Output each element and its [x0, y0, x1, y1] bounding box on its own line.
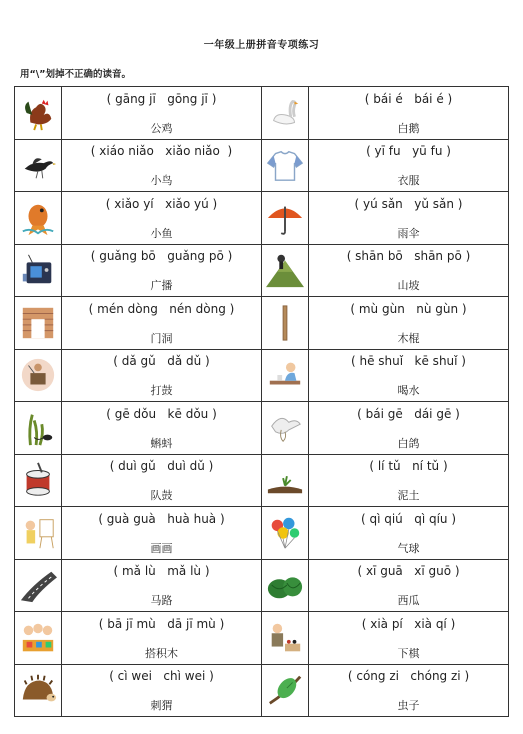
chinese-word: 气球	[397, 541, 420, 555]
pinyin-options[interactable]: ( yú sǎn yǔ sǎn )	[354, 196, 463, 211]
pinyin-options[interactable]: ( lí tǔ ní tǔ )	[369, 459, 448, 474]
chinese-word: 虫子	[397, 699, 420, 713]
exercise-row	[15, 244, 509, 297]
picture-cell	[262, 402, 309, 455]
chinese-word: 搭积木	[145, 646, 178, 660]
pinyin-options[interactable]: ( bái é bái é )	[364, 91, 453, 106]
road-icon	[19, 575, 57, 594]
balloons-icon	[266, 522, 304, 541]
picture-cell	[262, 349, 309, 402]
chinese-word: 喝水	[397, 384, 420, 398]
chinese-word: 下棋	[397, 646, 420, 660]
pinyin-options[interactable]: ( qì qiú qì qíu )	[360, 511, 457, 526]
answer-cell[interactable]	[309, 612, 509, 665]
pinyin-options[interactable]: ( bái gē dái gē )	[357, 406, 460, 421]
pinyin-options[interactable]: ( hē shuǐ kē shuǐ )	[351, 354, 466, 369]
pinyin-options[interactable]: ( xiǎo yí xiǎo yú )	[105, 196, 218, 211]
picture-cell	[15, 559, 62, 612]
chinese-word: 门洞	[150, 331, 173, 345]
picture-cell	[262, 297, 309, 350]
hedgehog-icon	[19, 680, 57, 699]
answer-cell[interactable]	[62, 139, 262, 192]
exercise-row	[15, 559, 509, 612]
answer-cell[interactable]	[62, 664, 262, 717]
answer-cell[interactable]	[62, 87, 262, 140]
pinyin-options[interactable]: ( guà guà huà huà )	[98, 511, 225, 526]
exercise-row	[15, 507, 509, 560]
pinyin-options[interactable]: ( gē dǒu kē dǒu )	[106, 406, 217, 421]
picture-cell	[262, 507, 309, 560]
page-title: 一年级上册拼音专项练习	[203, 40, 320, 51]
chinese-word: 泥土	[397, 489, 420, 503]
pinyin-options[interactable]: ( mǎ lù mǎ lù )	[113, 564, 210, 579]
answer-cell[interactable]	[62, 507, 262, 560]
chinese-word: 山坡	[397, 279, 420, 293]
picture-cell	[262, 612, 309, 665]
pinyin-options[interactable]: ( guǎng bō guǎng pō )	[90, 249, 233, 264]
answer-cell[interactable]	[309, 244, 509, 297]
pinyin-options[interactable]: ( dǎ gǔ dǎ dǔ )	[113, 354, 210, 369]
exercise-row	[15, 87, 509, 140]
chess-icon	[266, 627, 304, 646]
chinese-word: 白鹅	[397, 121, 420, 135]
answer-cell[interactable]	[62, 559, 262, 612]
picture-cell	[15, 402, 62, 455]
exercise-row	[15, 139, 509, 192]
exercise-row	[15, 454, 509, 507]
answer-cell[interactable]	[309, 664, 509, 717]
bird-icon	[19, 155, 57, 174]
chinese-word: 马路	[150, 594, 173, 608]
picture-cell	[262, 244, 309, 297]
chinese-word: 木棍	[397, 331, 420, 345]
pinyin-options[interactable]: ( duì gǔ duì dǔ )	[109, 459, 214, 474]
answer-cell[interactable]	[309, 559, 509, 612]
chinese-word: 西瓜	[397, 594, 420, 608]
chinese-word: 白鸽	[397, 436, 420, 450]
exercise-row	[15, 612, 509, 665]
dove-icon	[266, 417, 304, 436]
fish-icon	[19, 207, 57, 226]
drum-icon	[19, 470, 57, 489]
picture-cell	[15, 349, 62, 402]
answer-cell[interactable]	[62, 402, 262, 455]
answer-cell[interactable]	[62, 612, 262, 665]
picture-cell	[262, 87, 309, 140]
pinyin-options[interactable]: ( xiáo niǎo xiǎo niǎo )	[90, 144, 233, 159]
umbrella-icon	[266, 207, 304, 226]
answer-cell[interactable]	[62, 192, 262, 245]
drinking-icon	[266, 365, 304, 384]
answer-cell[interactable]	[309, 507, 509, 560]
picture-cell	[15, 192, 62, 245]
chinese-word: 队鼓	[150, 489, 173, 503]
exercise-table	[14, 86, 509, 717]
picture-cell	[262, 664, 309, 717]
answer-cell[interactable]	[309, 402, 509, 455]
picture-cell	[262, 559, 309, 612]
answer-cell[interactable]	[309, 87, 509, 140]
tadpole-icon	[19, 417, 57, 436]
picture-cell	[15, 297, 62, 350]
exercise-row	[15, 664, 509, 717]
picture-cell	[262, 139, 309, 192]
swan-icon	[266, 102, 304, 121]
chinese-word: 公鸡	[150, 121, 173, 135]
picture-cell	[15, 87, 62, 140]
painter-icon	[19, 522, 57, 541]
pinyin-options[interactable]: ( yī fu yū fu )	[366, 144, 451, 159]
pinyin-options[interactable]: ( mù gùn nù gùn )	[350, 301, 467, 316]
pinyin-options[interactable]: ( bā jī mù dā jī mù )	[98, 616, 225, 631]
picture-cell	[262, 192, 309, 245]
exercise-row	[15, 402, 509, 455]
pinyin-options[interactable]: ( xī guā xī guō )	[357, 564, 460, 579]
answer-cell[interactable]	[62, 349, 262, 402]
picture-cell	[15, 454, 62, 507]
pinyin-options[interactable]: ( xià pí xià qí )	[361, 616, 456, 631]
chinese-word: 打鼓	[150, 384, 173, 398]
caterpillar-icon	[266, 680, 304, 699]
rooster-icon	[19, 102, 57, 121]
answer-cell[interactable]	[309, 297, 509, 350]
picture-cell	[15, 612, 62, 665]
pinyin-options[interactable]: ( cóng zi chóng zi )	[347, 669, 470, 684]
exercise-row	[15, 297, 509, 350]
drum-player-icon	[19, 365, 57, 384]
radio-icon	[19, 260, 57, 279]
chinese-word: 广播	[150, 279, 173, 293]
chinese-word: 雨伞	[397, 226, 420, 240]
picture-cell	[262, 454, 309, 507]
answer-cell[interactable]	[309, 192, 509, 245]
answer-cell[interactable]	[62, 297, 262, 350]
hill-icon	[266, 260, 304, 279]
chinese-word: 蝌蚪	[150, 436, 173, 450]
watermelon-icon	[266, 575, 304, 594]
picture-cell	[15, 664, 62, 717]
answer-cell[interactable]	[309, 349, 509, 402]
pinyin-options[interactable]: ( mén dòng nén dòng )	[88, 301, 235, 316]
answer-cell[interactable]	[62, 454, 262, 507]
pinyin-options[interactable]: ( shān bō shān pō )	[346, 249, 471, 264]
chinese-word: 小鱼	[150, 226, 173, 240]
pinyin-options[interactable]: ( cì wei chì wei )	[109, 669, 214, 684]
shirt-icon	[266, 155, 304, 174]
chinese-word: 刺猬	[150, 699, 173, 713]
stick-icon	[266, 312, 304, 331]
instruction-text: 用“\”划掉不正确的读音。	[20, 69, 131, 80]
blocks-icon	[19, 627, 57, 646]
door-icon	[19, 312, 57, 331]
picture-cell	[15, 507, 62, 560]
answer-cell[interactable]	[309, 454, 509, 507]
answer-cell[interactable]	[309, 139, 509, 192]
exercise-row	[15, 349, 509, 402]
chinese-word: 衣服	[397, 174, 420, 188]
soil-icon	[266, 470, 304, 489]
answer-cell[interactable]	[62, 244, 262, 297]
chinese-word: 画画	[150, 541, 173, 555]
picture-cell	[15, 139, 62, 192]
exercise-row	[15, 192, 509, 245]
picture-cell	[15, 244, 62, 297]
chinese-word: 小鸟	[150, 174, 173, 188]
pinyin-options[interactable]: ( gāng jī gōng jī )	[106, 91, 217, 106]
